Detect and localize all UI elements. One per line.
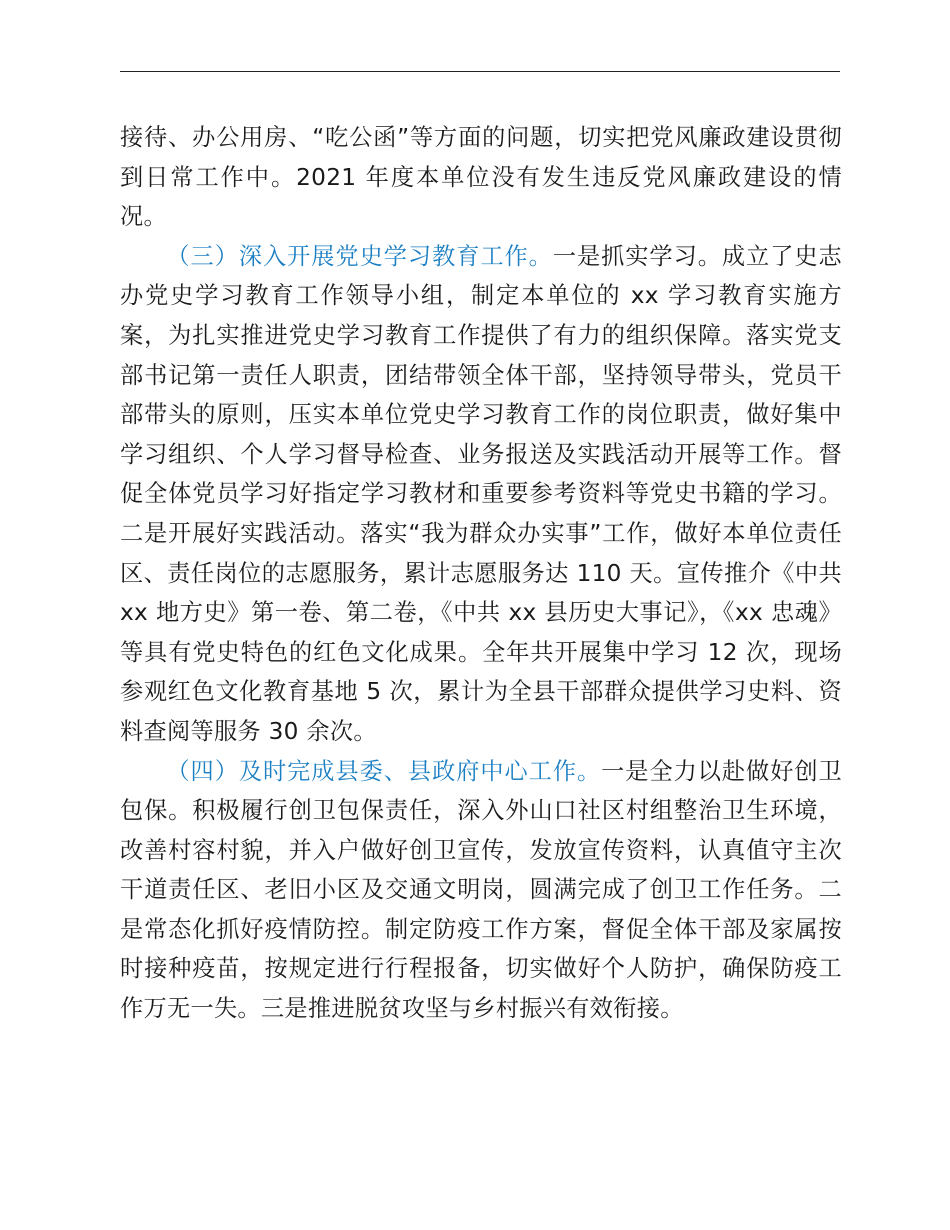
document-body <box>120 118 842 1029</box>
paragraph-section-4 <box>120 752 842 1029</box>
section-heading-4: （四）及时完成县委、县政府中心工作。 <box>166 757 602 785</box>
paragraph-text: 一是全力以赴做好创卫包保。积极履行创卫包保责任，深入外山口社区村组整治卫生环境，改善村容村貌，并入户做好创卫宣传，发放宣传资料，认真值守主次干道责任区、老旧小区及交通文明岗，圆满完成了创卫工作任务。二是常态化抓好疫情防控。制定防疫工作方案，督促全体干部及家属按时接种疫苗，按规定进行行程报备，切实做好个人防护，确保防疫工作万无一失。三是推进脱贫攻坚与乡村振兴有效衔接。 <box>120 757 842 1023</box>
header-rule <box>120 71 840 72</box>
paragraph-text: 一是抓实学习。成立了史志办党史学习教育工作领导小组，制定本单位的 xx 学习教育实施方案，为扎实推进党史学习教育工作提供了有力的组织保障。落实党支部书记第一责任人职责，团结带领全体干部，坚持领导带头，党员干部带头的原则，压实本单位党史学习教育工作的岗位职责，做好集中学习组织、个人学习督导检查、业务报送及实践活动开展等工作。督促全体党员学习好指定学习教材和重要参考资料等党史书籍的学习。二是开展好实践活动。落实“我为群众办实事”工作，做好本单位责任区、责任岗位的志愿服务，累计志愿服务达 110 天。宣传推介《中共 xx 地方史》第一卷、第二卷，《中共 xx 县历史大事记》，《xx 忠魂》等具有党史特色的红色文化成果。全年共开展集中学习 12 次，现场参观红色文化教育基地 5 次，累计为全县干部群众提供学习史料、资料查阅等服务 30 余次。 <box>120 242 842 745</box>
paragraph-text: 接待、办公用房、“吃公函”等方面的问题，切实把党风廉政建设贯彻到日常工作中。2021 年度本单位没有发生违反党风廉政建设的情况。 <box>120 124 842 231</box>
paragraph-continuation <box>120 118 842 237</box>
section-heading-3: （三）深入开展党史学习教育工作。 <box>166 242 553 270</box>
paragraph-section-3 <box>120 237 842 752</box>
